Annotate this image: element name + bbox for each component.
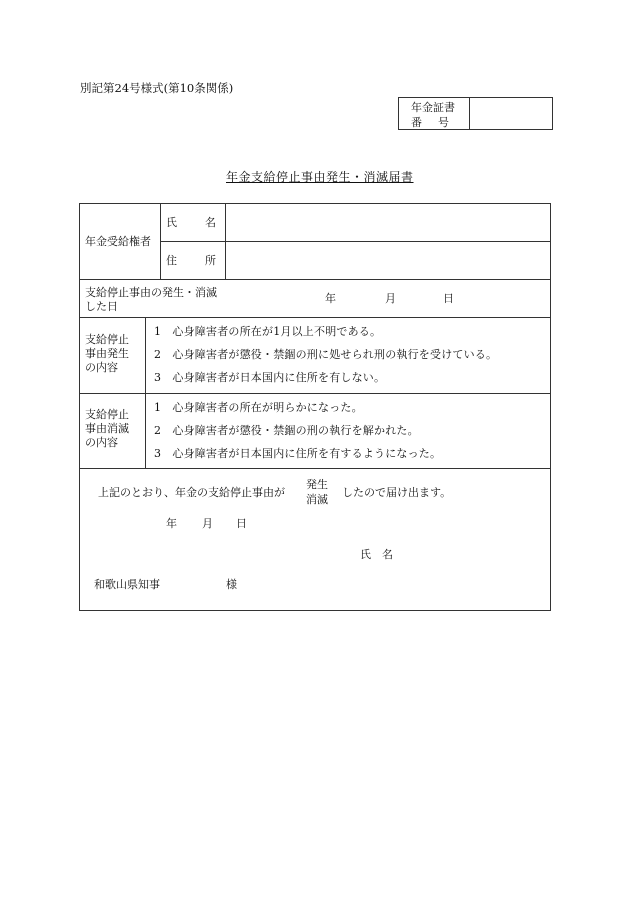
document-title: 年金支給停止事由発生・消滅届書 (226, 170, 414, 184)
recipient-name-field[interactable] (227, 205, 549, 240)
column-divider (145, 317, 146, 468)
occurrence-label-line2: 事由発生 (85, 347, 129, 360)
addressee-honorific: 様 (226, 578, 237, 591)
event-date-month: 月 (385, 292, 396, 305)
event-date-day: 日 (443, 292, 454, 305)
recipient-address-field[interactable] (227, 243, 549, 278)
row-divider (80, 468, 550, 469)
declaration-option-extinction[interactable]: 消滅 (306, 493, 328, 506)
certificate-label-line1: 年金証書 (411, 101, 455, 114)
occurrence-label-line1: 支給停止 (85, 333, 129, 346)
recipient-heading: 年金受給権者 (85, 235, 151, 248)
occurrence-item-1[interactable]: 1 心身障害者の所在が1月以上不明である。 (154, 325, 382, 338)
declaration-suffix: したので届け出ます。 (342, 486, 452, 499)
form-table (79, 203, 551, 611)
event-date-year: 年 (325, 292, 336, 305)
event-date-label-line1: 支給停止事由の発生・消滅 (85, 286, 217, 299)
name-label: 氏名 (166, 216, 244, 229)
occurrence-label-line3: の内容 (85, 361, 118, 374)
occurrence-item-2[interactable]: 2 心身障害者が懲役・禁錮の刑に処せられ刑の執行を受けている。 (154, 348, 498, 361)
addressee: 和歌山県知事 (94, 578, 160, 591)
declaration-date-month: 月 (202, 517, 213, 530)
declaration-date-day: 日 (236, 517, 247, 530)
extinction-item-2[interactable]: 2 心身障害者が懲役・禁錮の刑の執行を解かれた。 (154, 424, 419, 437)
pension-certificate-number-box (398, 97, 553, 130)
event-date-label-line2: した日 (85, 300, 118, 313)
extinction-item-1[interactable]: 1 心身障害者の所在が明らかになった。 (154, 401, 363, 414)
column-divider (160, 204, 161, 279)
certificate-label-line2: 番号 (411, 116, 465, 129)
pension-certificate-label (399, 98, 470, 129)
declaration-date-year: 年 (166, 517, 177, 530)
extinction-label-line2: 事由消滅 (85, 422, 129, 435)
extinction-label-line3: の内容 (85, 436, 118, 449)
row-divider (80, 279, 550, 280)
pension-certificate-number-field[interactable] (470, 98, 552, 129)
declaration-prefix: 上記のとおり、年金の支給停止事由が (98, 486, 285, 499)
declaration-option-occurrence[interactable]: 発生 (306, 478, 328, 491)
occurrence-item-3[interactable]: 3 心身障害者が日本国内に住所を有しない。 (154, 371, 386, 384)
row-divider (80, 393, 550, 394)
form-reference: 別記第24号様式(第10条関係) (80, 81, 234, 95)
signer-name-label: 氏 名 (360, 548, 393, 561)
address-label: 住所 (166, 254, 244, 267)
row-divider (80, 317, 550, 318)
row-divider (160, 241, 550, 242)
extinction-item-3[interactable]: 3 心身障害者が日本国内に住所を有するようになった。 (154, 447, 442, 460)
extinction-label-line1: 支給停止 (85, 408, 129, 421)
